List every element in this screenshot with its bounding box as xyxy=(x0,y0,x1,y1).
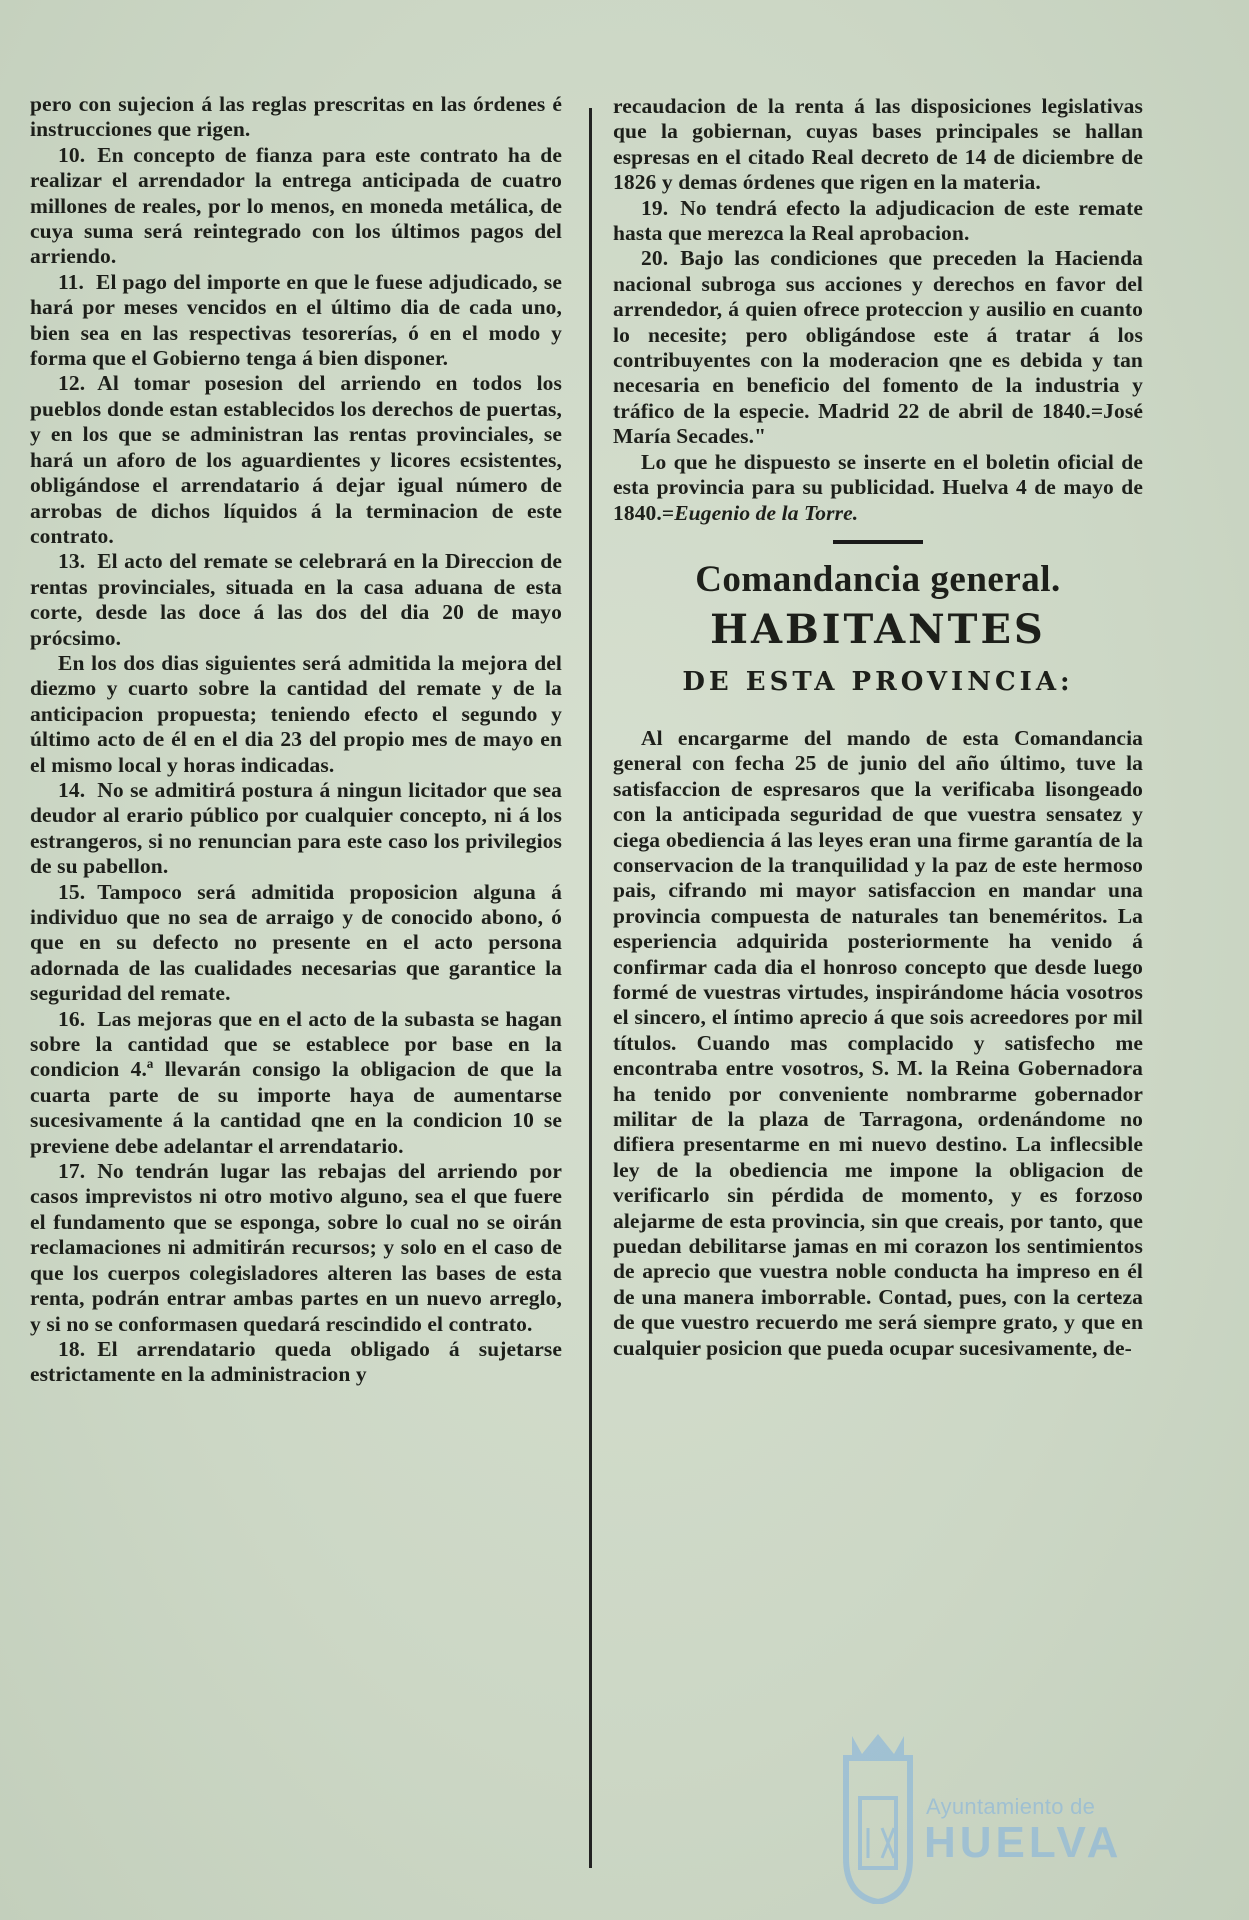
column-divider xyxy=(589,108,592,1868)
condition-number: 13. xyxy=(58,549,86,574)
condition-number: 19. xyxy=(641,195,669,220)
condition-16: 16. Las mejoras que en el acto de la subasta se hagan sobre la cantidad que se establece por base en la condicion 4.ª llevarán consigo la obligacion de que la cuarta parte de su importe haya de aumentarse sucesivamente á la cantidad qne en la condicion 10 se previene debe adelantar el arrendatario. xyxy=(30,1006,562,1158)
condition-number: 12. xyxy=(58,371,86,396)
signature: Eugenio de la Torre. xyxy=(674,500,859,525)
proclamation-body: Al encargarme del mando de esta Comandancia general con fecha 25 de junio del año último, tuve la satisfaccion de espresaros que la verificaba lisongeado con la anticipada seguridad de que vuestra sensatez y ciega obediencia á las leyes eran una firme garantía de la conservacion de la tranquilidad y la paz de este hermoso pais, cifrando mi mayor satisfaccion en mandar una provincia compuesta de naturales tan beneméritos. La esperiencia adquirida posteriormente ha venido á confirmar cada dia el honroso concepto que desde luego formé de vuestras virtudes, inspirándome hácia vosotros el sincero, el íntimo aprecio á que sois acreedores por mil títulos. Cuando mas complacido y satisfecho me encontraba entre vosotros, S. M. la Reina Gobernadora ha tenido por conveniente nombrarme gobernador militar de la plaza de Tarragona, ordenándome no difiera presentarme en mi nuevo destino. La inflecsible ley de la obediencia me impone la obligacion de verificarlo sin pérdida de momento, y es forzoso alejarme de esta provincia, sin que creais, por tanto, que puedan debilitarse jamas en mi corazon los sentimientos de aprecio que vuestra noble conducta ha impreso en él de una manera imborrable. Contad, pues, con la certeza de que vuestro recuerdo me será siempre grato, y que en cualquier posicion que pueda ocupar sucesivamente, de- xyxy=(613,725,1143,1360)
condition-10: 10. En concepto de fianza para este contrato ha de realizar el arrendador la entrega anticipada de cuatro millones de reales, por lo menos, en moneda metálica, de cuya suma será reintegrado con los últimos pagos del arriendo. xyxy=(30,142,562,269)
section-heading: Comandancia general. xyxy=(695,558,1061,600)
condition-18-continued: recaudacion de la renta á las disposiciones legislativas que la gobiernan, cuyas bases principales se hallan espresas en el citado Real decreto de 14 de diciembre de 1826 y demas órdenes que rigen en la materia. xyxy=(613,94,1143,195)
condition-number: 11. xyxy=(58,269,84,294)
right-column xyxy=(613,94,1143,1361)
condition-number: 16. xyxy=(58,1006,86,1031)
condition-number: 15. xyxy=(58,879,86,904)
condition-19: 19. No tendrá efecto la adjudicacion de este remate hasta que merezca la Real aprobacion. xyxy=(613,195,1143,246)
proclamation-subtitle: DE ESTA PROVINCIA: xyxy=(682,666,1074,697)
watermark-line2: HUELVA xyxy=(924,1818,1123,1867)
left-column xyxy=(30,92,562,1388)
condition-12: 12. Al tomar posesion del arriendo en todos los pueblos donde estan establecidos los derechos de puertas, y en los que se administran las rentas provinciales, se hará un aforo de los aguardientes y licores ecsistentes, obligándose el arrendatario á dejar igual número de arrobas de dichos líquidos á la terminacion de este contrato. xyxy=(30,371,562,548)
condition-15: 15. Tampoco será admitida proposicion alguna á individuo que no sea de arraigo y de conocido abono, ó que en su defecto no presente en el acto persona adornada de las cualidades necesarias que garantice la seguridad del remate. xyxy=(30,879,562,1006)
coat-of-arms-icon xyxy=(838,1728,918,1904)
condition-number: 14. xyxy=(58,777,86,802)
condition-17: 17. No tendrán lugar las rebajas del arriendo por casos imprevistos ni otro motivo alguno, sea el que fuere el fundamento que se esponga, sobre lo cual no se oirán reclamaciones ni admitirán recursos; y solo en el caso de que los cuerpos colegisladores alteren las bases de esta renta, podrán entrar ambas partes en un nuevo arreglo, y si no se conformasen quedará rescindido el contrato. xyxy=(30,1159,562,1336)
condition-11: 11. El pago del importe en que le fuese adjudicado, se hará por meses vencidos en el último dia de cada uno, bien sea en las respectivas tesorerías, ó en el modo y forma que el Gobierno tenga á bien disponer. xyxy=(30,269,562,371)
publication-note: Lo que he dispuesto se inserte en el boletin oficial de esta provincia para su publicidad. Huelva 4 de mayo de 1840.=Eugenio de la Torre. xyxy=(613,449,1143,525)
section-separator xyxy=(833,540,923,544)
condition-number: 17. xyxy=(58,1159,86,1184)
condition-number: 10. xyxy=(58,142,86,167)
condition-18: 18. El arrendatario queda obligado á sujetarse estrictamente en la administracion y xyxy=(30,1336,562,1387)
condition-14: 14. No se admitirá postura á ningun licitador que sea deudor al erario público por cualquier concepto, ni á los estrangeros, si no renuncian para este caso los privilegios de su pabellon. xyxy=(30,777,562,879)
proclamation-title: HABITANTES xyxy=(710,605,1046,653)
condition-number: 18. xyxy=(58,1336,86,1361)
watermark-line1: Ayuntamiento de xyxy=(926,1794,1096,1819)
condition-13: 13. El acto del remate se celebrará en la Direccion de rentas provinciales, situada en la casa aduana de esta corte, desde las doce á las dos del dia 20 de mayo prócsimo. xyxy=(30,549,562,650)
paragraph-continuation: pero con sujecion á las reglas prescritas en las órdenes é instrucciones que rigen. xyxy=(30,92,562,142)
condition-20: 20. Bajo las condiciones que preceden la Hacienda nacional subroga sus acciones y derechos en favor del arrendedor, á quien ofrece proteccion y ausilio en cuanto lo necesite; pero obligándose este á tratar á los contribuyentes con la moderacion qne es debida y tan necesaria en beneficio del fomento de la industria y tráfico de la especie. Madrid 22 de abril de 1840.=José María Secades." xyxy=(613,246,1143,449)
condition-number: 20. xyxy=(641,246,669,271)
watermark xyxy=(828,1728,1168,1908)
condition-13-continued: En los dos dias siguientes será admitida la mejora del diezmo y cuarto sobre la cantidad del remate y de la anticipacion propuesta; teniendo efecto el segundo y último acto de él en el dia 23 del propio mes de mayo en el mismo local y horas indicadas. xyxy=(30,650,562,777)
